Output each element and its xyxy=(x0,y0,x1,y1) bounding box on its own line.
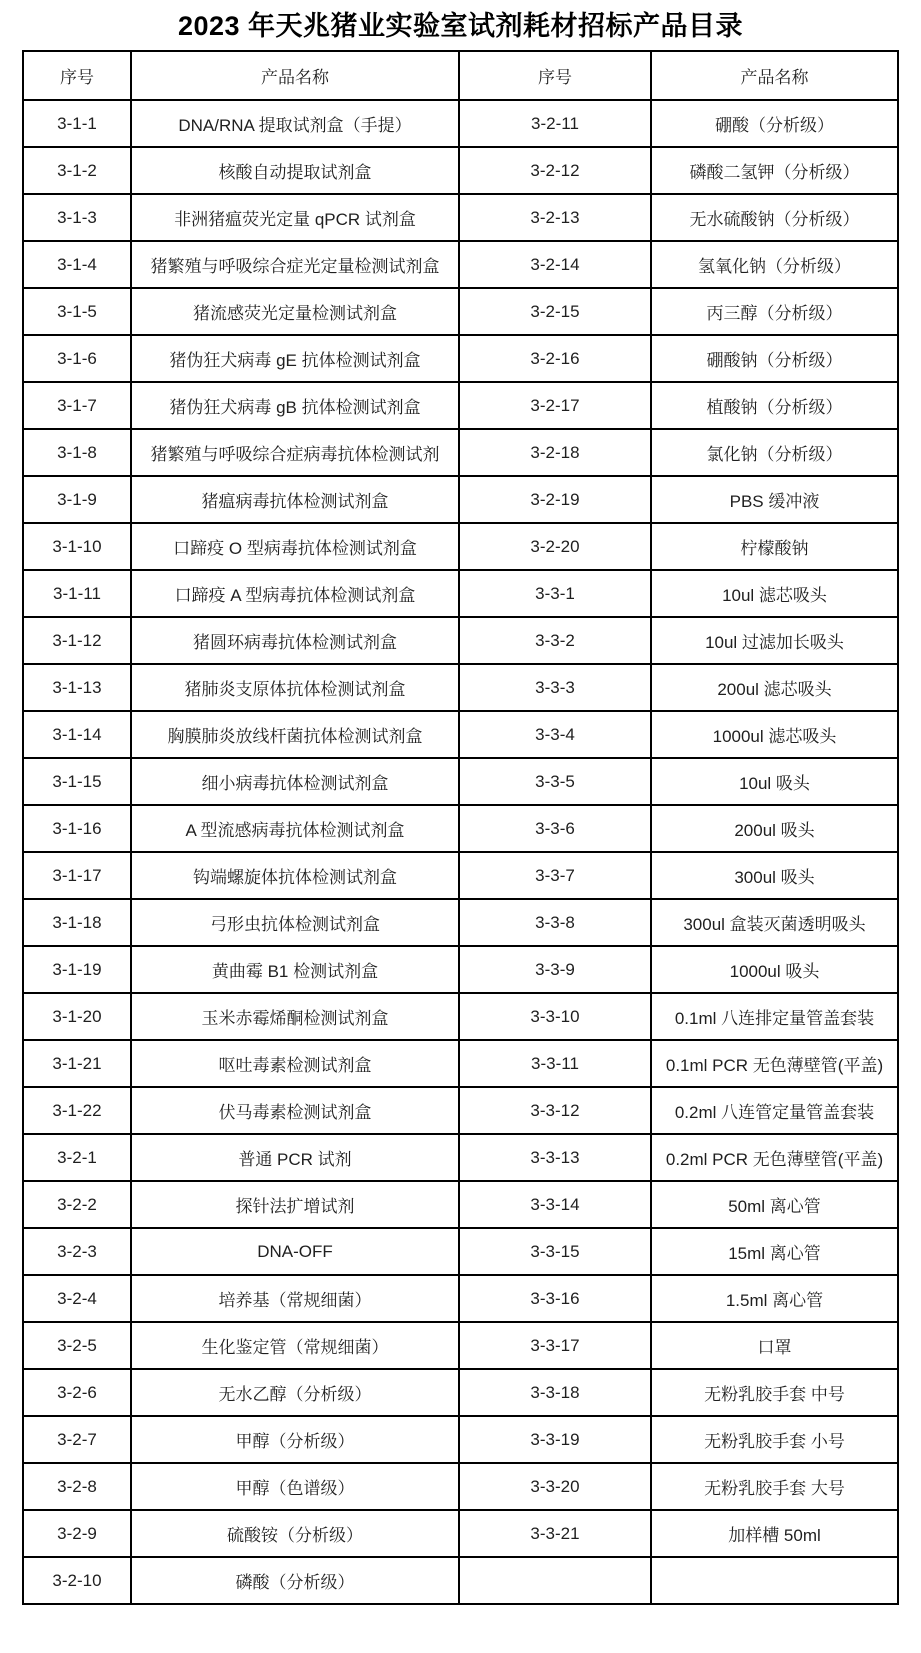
header-serial-right: 序号 xyxy=(459,51,651,100)
table-row xyxy=(23,1557,898,1604)
product-cell-right: 15ml 离心管 xyxy=(651,1228,898,1275)
table-row xyxy=(23,147,898,194)
table-row xyxy=(23,1275,898,1322)
serial-cell-right: 3-3-16 xyxy=(459,1275,651,1322)
serial-cell-right: 3-3-10 xyxy=(459,993,651,1040)
product-cell-left: DNA/RNA 提取试剂盒（手提） xyxy=(131,100,459,147)
serial-cell-right: 3-3-12 xyxy=(459,1087,651,1134)
product-cell-left: 玉米赤霉烯酮检测试剂盒 xyxy=(131,993,459,1040)
serial-cell-right: 3-3-1 xyxy=(459,570,651,617)
product-cell-left: 磷酸（分析级） xyxy=(131,1557,459,1604)
table-row xyxy=(23,758,898,805)
table-row xyxy=(23,100,898,147)
product-cell-left: 甲醇（分析级） xyxy=(131,1416,459,1463)
table-row xyxy=(23,1416,898,1463)
product-cell-left: 硫酸铵（分析级） xyxy=(131,1510,459,1557)
product-cell-left: 钩端螺旋体抗体检测试剂盒 xyxy=(131,852,459,899)
serial-cell-right: 3-3-3 xyxy=(459,664,651,711)
serial-cell-right xyxy=(459,1557,651,1604)
serial-cell-left: 3-1-17 xyxy=(23,852,131,899)
product-cell-right: 300ul 吸头 xyxy=(651,852,898,899)
serial-cell-right: 3-3-15 xyxy=(459,1228,651,1275)
serial-cell-left: 3-1-16 xyxy=(23,805,131,852)
table-row xyxy=(23,946,898,993)
product-cell-right: 硼酸（分析级） xyxy=(651,100,898,147)
serial-cell-left: 3-2-7 xyxy=(23,1416,131,1463)
table-row xyxy=(23,523,898,570)
table-row xyxy=(23,899,898,946)
product-cell-left: 生化鉴定管（常规细菌） xyxy=(131,1322,459,1369)
product-cell-right: 氢氧化钠（分析级） xyxy=(651,241,898,288)
serial-cell-right: 3-3-21 xyxy=(459,1510,651,1557)
product-cell-left: 猪流感荧光定量检测试剂盒 xyxy=(131,288,459,335)
table-row xyxy=(23,288,898,335)
table-row xyxy=(23,1322,898,1369)
table-row xyxy=(23,382,898,429)
table-row xyxy=(23,1181,898,1228)
product-cell-left: 呕吐毒素检测试剂盒 xyxy=(131,1040,459,1087)
product-cell-right: 氯化钠（分析级） xyxy=(651,429,898,476)
product-cell-right: 200ul 滤芯吸头 xyxy=(651,664,898,711)
product-cell-right xyxy=(651,1557,898,1604)
serial-cell-left: 3-1-12 xyxy=(23,617,131,664)
product-cell-right: 磷酸二氢钾（分析级） xyxy=(651,147,898,194)
serial-cell-left: 3-2-1 xyxy=(23,1134,131,1181)
table-row xyxy=(23,1040,898,1087)
table-row xyxy=(23,1087,898,1134)
serial-cell-left: 3-1-18 xyxy=(23,899,131,946)
serial-cell-left: 3-1-7 xyxy=(23,382,131,429)
product-cell-right: 0.2ml PCR 无色薄壁管(平盖) xyxy=(651,1134,898,1181)
product-cell-right: 无粉乳胶手套 大号 xyxy=(651,1463,898,1510)
table-row xyxy=(23,1510,898,1557)
serial-cell-right: 3-3-6 xyxy=(459,805,651,852)
table-row xyxy=(23,476,898,523)
table-row xyxy=(23,1228,898,1275)
product-cell-left: 猪繁殖与呼吸综合症光定量检测试剂盒 xyxy=(131,241,459,288)
table-row xyxy=(23,1369,898,1416)
product-cell-right: 加样槽 50ml xyxy=(651,1510,898,1557)
product-cell-left: 口蹄疫 O 型病毒抗体检测试剂盒 xyxy=(131,523,459,570)
product-cell-right: 200ul 吸头 xyxy=(651,805,898,852)
product-cell-right: 300ul 盒装灭菌透明吸头 xyxy=(651,899,898,946)
header-serial-left: 序号 xyxy=(23,51,131,100)
serial-cell-right: 3-3-2 xyxy=(459,617,651,664)
product-cell-right: 1000ul 吸头 xyxy=(651,946,898,993)
product-cell-right: 柠檬酸钠 xyxy=(651,523,898,570)
product-cell-left: 猪瘟病毒抗体检测试剂盒 xyxy=(131,476,459,523)
product-cell-left: 甲醇（色谱级） xyxy=(131,1463,459,1510)
product-cell-left: 胸膜肺炎放线杆菌抗体检测试剂盒 xyxy=(131,711,459,758)
serial-cell-left: 3-2-5 xyxy=(23,1322,131,1369)
serial-cell-left: 3-1-15 xyxy=(23,758,131,805)
serial-cell-left: 3-1-13 xyxy=(23,664,131,711)
product-cell-left: 细小病毒抗体检测试剂盒 xyxy=(131,758,459,805)
product-cell-left: 猪繁殖与呼吸综合症病毒抗体检测试剂 xyxy=(131,429,459,476)
product-cell-left: 非洲猪瘟荧光定量 qPCR 试剂盒 xyxy=(131,194,459,241)
product-cell-right: PBS 缓冲液 xyxy=(651,476,898,523)
serial-cell-left: 3-1-21 xyxy=(23,1040,131,1087)
serial-cell-left: 3-1-19 xyxy=(23,946,131,993)
catalog-document-page xyxy=(0,8,921,1605)
serial-cell-left: 3-1-20 xyxy=(23,993,131,1040)
product-cell-right: 植酸钠（分析级） xyxy=(651,382,898,429)
serial-cell-right: 3-3-8 xyxy=(459,899,651,946)
table-body xyxy=(23,100,898,1604)
table-header xyxy=(23,51,898,100)
serial-cell-left: 3-2-10 xyxy=(23,1557,131,1604)
serial-cell-right: 3-3-9 xyxy=(459,946,651,993)
table-row xyxy=(23,335,898,382)
product-cell-left: 猪伪狂犬病毒 gB 抗体检测试剂盒 xyxy=(131,382,459,429)
product-cell-left: 普通 PCR 试剂 xyxy=(131,1134,459,1181)
product-cell-left: 无水乙醇（分析级） xyxy=(131,1369,459,1416)
serial-cell-right: 3-2-20 xyxy=(459,523,651,570)
serial-cell-left: 3-2-6 xyxy=(23,1369,131,1416)
serial-cell-right: 3-3-14 xyxy=(459,1181,651,1228)
serial-cell-left: 3-1-8 xyxy=(23,429,131,476)
serial-cell-left: 3-1-11 xyxy=(23,570,131,617)
serial-cell-left: 3-2-9 xyxy=(23,1510,131,1557)
table-row xyxy=(23,617,898,664)
header-product-name-right: 产品名称 xyxy=(651,51,898,100)
serial-cell-right: 3-3-5 xyxy=(459,758,651,805)
serial-cell-left: 3-1-9 xyxy=(23,476,131,523)
product-cell-left: 核酸自动提取试剂盒 xyxy=(131,147,459,194)
table-row xyxy=(23,241,898,288)
product-cell-left: DNA-OFF xyxy=(131,1228,459,1275)
serial-cell-right: 3-3-19 xyxy=(459,1416,651,1463)
table-row xyxy=(23,429,898,476)
product-cell-right: 无水硫酸钠（分析级） xyxy=(651,194,898,241)
serial-cell-right: 3-3-7 xyxy=(459,852,651,899)
table-row xyxy=(23,570,898,617)
serial-cell-left: 3-2-4 xyxy=(23,1275,131,1322)
product-cell-left: 口蹄疫 A 型病毒抗体检测试剂盒 xyxy=(131,570,459,617)
header-product-name-left: 产品名称 xyxy=(131,51,459,100)
table-row xyxy=(23,194,898,241)
product-cell-right: 无粉乳胶手套 小号 xyxy=(651,1416,898,1463)
serial-cell-right: 3-3-18 xyxy=(459,1369,651,1416)
product-cell-right: 0.1ml PCR 无色薄壁管(平盖) xyxy=(651,1040,898,1087)
serial-cell-right: 3-2-15 xyxy=(459,288,651,335)
serial-cell-left: 3-2-2 xyxy=(23,1181,131,1228)
serial-cell-right: 3-3-11 xyxy=(459,1040,651,1087)
serial-cell-right: 3-2-14 xyxy=(459,241,651,288)
product-cell-right: 硼酸钠（分析级） xyxy=(651,335,898,382)
serial-cell-right: 3-2-19 xyxy=(459,476,651,523)
product-cell-left: 探针法扩增试剂 xyxy=(131,1181,459,1228)
product-cell-right: 50ml 离心管 xyxy=(651,1181,898,1228)
serial-cell-right: 3-2-12 xyxy=(459,147,651,194)
product-cell-left: 猪伪狂犬病毒 gE 抗体检测试剂盒 xyxy=(131,335,459,382)
serial-cell-right: 3-3-4 xyxy=(459,711,651,758)
serial-cell-left: 3-1-3 xyxy=(23,194,131,241)
product-cell-left: 培养基（常规细菌） xyxy=(131,1275,459,1322)
serial-cell-left: 3-1-5 xyxy=(23,288,131,335)
table-row xyxy=(23,993,898,1040)
serial-cell-left: 3-1-2 xyxy=(23,147,131,194)
table-row xyxy=(23,1134,898,1181)
serial-cell-left: 3-1-4 xyxy=(23,241,131,288)
product-cell-left: 猪圆环病毒抗体检测试剂盒 xyxy=(131,617,459,664)
header-row xyxy=(23,51,898,100)
product-cell-left: 伏马毒素检测试剂盒 xyxy=(131,1087,459,1134)
serial-cell-right: 3-2-13 xyxy=(459,194,651,241)
serial-cell-right: 3-2-16 xyxy=(459,335,651,382)
product-catalog-table xyxy=(22,50,899,1605)
product-cell-left: 黄曲霉 B1 检测试剂盒 xyxy=(131,946,459,993)
serial-cell-left: 3-2-3 xyxy=(23,1228,131,1275)
product-cell-right: 10ul 过滤加长吸头 xyxy=(651,617,898,664)
product-cell-right: 0.2ml 八连管定量管盖套装 xyxy=(651,1087,898,1134)
product-cell-right: 1.5ml 离心管 xyxy=(651,1275,898,1322)
table-row xyxy=(23,852,898,899)
product-cell-right: 0.1ml 八连排定量管盖套装 xyxy=(651,993,898,1040)
serial-cell-right: 3-2-11 xyxy=(459,100,651,147)
table-row xyxy=(23,805,898,852)
serial-cell-left: 3-2-8 xyxy=(23,1463,131,1510)
serial-cell-left: 3-1-14 xyxy=(23,711,131,758)
product-cell-left: 猪肺炎支原体抗体检测试剂盒 xyxy=(131,664,459,711)
serial-cell-right: 3-2-18 xyxy=(459,429,651,476)
product-cell-right: 10ul 吸头 xyxy=(651,758,898,805)
table-row xyxy=(23,711,898,758)
product-cell-right: 1000ul 滤芯吸头 xyxy=(651,711,898,758)
product-cell-right: 丙三醇（分析级） xyxy=(651,288,898,335)
product-cell-left: 弓形虫抗体检测试剂盒 xyxy=(131,899,459,946)
product-cell-right: 无粉乳胶手套 中号 xyxy=(651,1369,898,1416)
serial-cell-right: 3-3-13 xyxy=(459,1134,651,1181)
serial-cell-left: 3-1-1 xyxy=(23,100,131,147)
product-cell-right: 10ul 滤芯吸头 xyxy=(651,570,898,617)
serial-cell-left: 3-1-6 xyxy=(23,335,131,382)
table-row xyxy=(23,1463,898,1510)
serial-cell-right: 3-2-17 xyxy=(459,382,651,429)
serial-cell-right: 3-3-17 xyxy=(459,1322,651,1369)
serial-cell-left: 3-1-10 xyxy=(23,523,131,570)
serial-cell-left: 3-1-22 xyxy=(23,1087,131,1134)
product-cell-right: 口罩 xyxy=(651,1322,898,1369)
product-cell-left: A 型流感病毒抗体检测试剂盒 xyxy=(131,805,459,852)
page-title: 2023 年天兆猪业实验室试剂耗材招标产品目录 xyxy=(177,11,744,41)
table-row xyxy=(23,664,898,711)
serial-cell-right: 3-3-20 xyxy=(459,1463,651,1510)
